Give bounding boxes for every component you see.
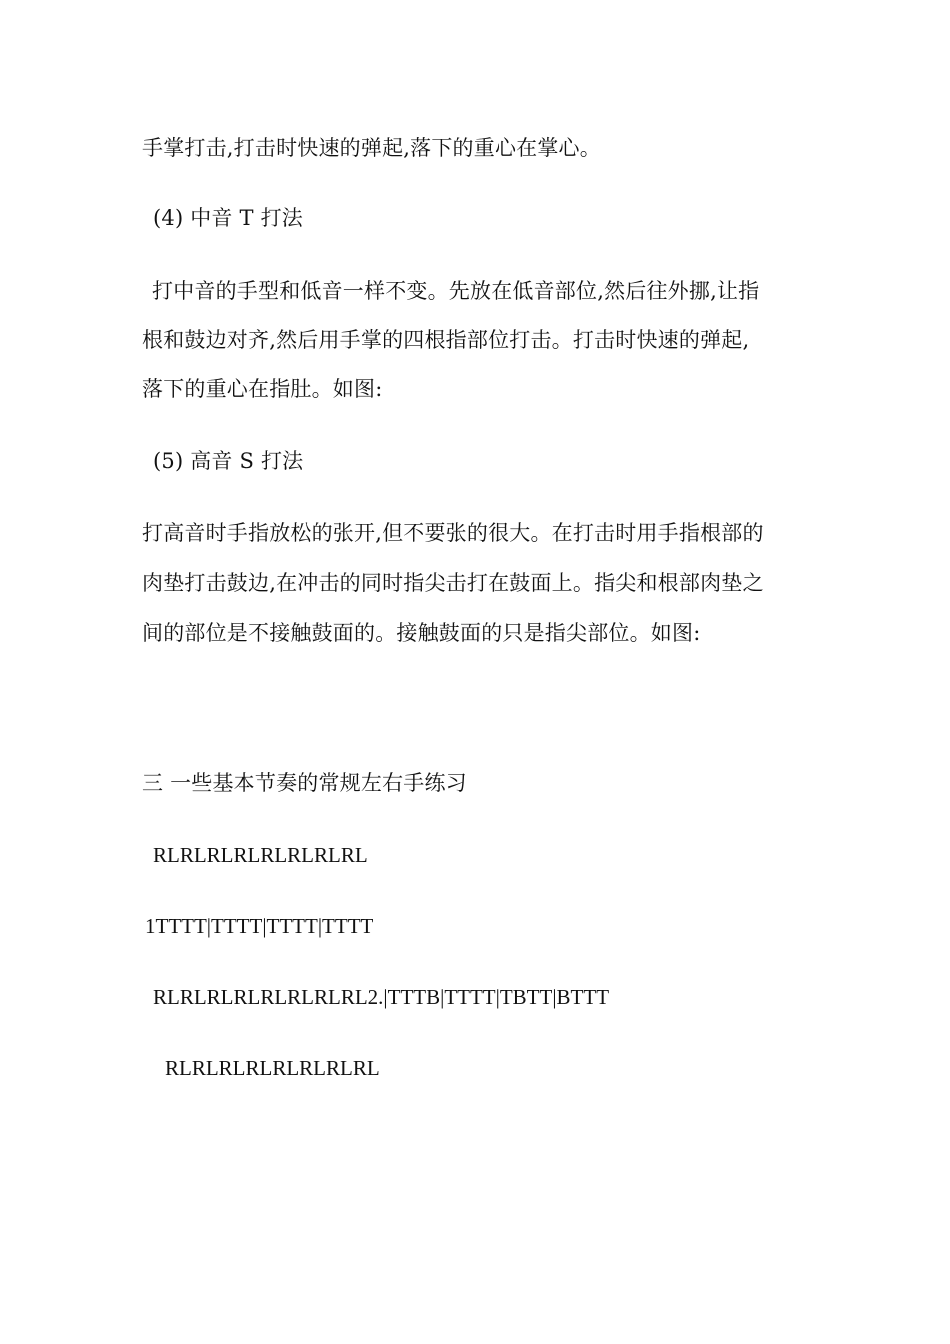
section-heading-rhythm-practice: 三 一些基本节奏的常规左右手练习 (142, 771, 467, 795)
section-heading-mid-tone: (4) 中音 T 打法 (153, 206, 303, 230)
paragraph-line-3: 打中音的手型和低音一样不变。先放在低音部位,然后往外挪,让指 (152, 279, 760, 303)
section-heading-high-tone: (5) 高音 S 打法 (153, 449, 304, 473)
paragraph-line-4: 根和鼓边对齐,然后用手掌的四根指部位打击。打击时快速的弹起, (142, 328, 750, 352)
rhythm-line-4: RLRLRLRLRLRLRLRL (165, 1056, 380, 1080)
paragraph-line-1: 手掌打击,打击时快速的弹起,落下的重心在掌心。 (142, 136, 601, 160)
paragraph-line-8: 肉垫打击鼓边,在冲击的同时指尖击打在鼓面上。指尖和根部肉垫之 (142, 571, 764, 595)
paragraph-line-9: 间的部位是不接触鼓面的。接触鼓面的只是指尖部位。如图: (142, 621, 701, 645)
rhythm-line-1: RLRLRLRLRLRLRLRL (153, 843, 368, 867)
paragraph-line-7: 打高音时手指放松的张开,但不要张的很大。在打击时用手指根部的 (142, 521, 764, 545)
paragraph-line-5: 落下的重心在指肚。如图: (142, 377, 383, 401)
rhythm-line-2: 1TTTT|TTTT|TTTT|TTTT (145, 914, 374, 938)
rhythm-line-3: RLRLRLRLRLRLRLRL2.|TTTB|TTTT|TBTT|BTTT (153, 985, 610, 1009)
